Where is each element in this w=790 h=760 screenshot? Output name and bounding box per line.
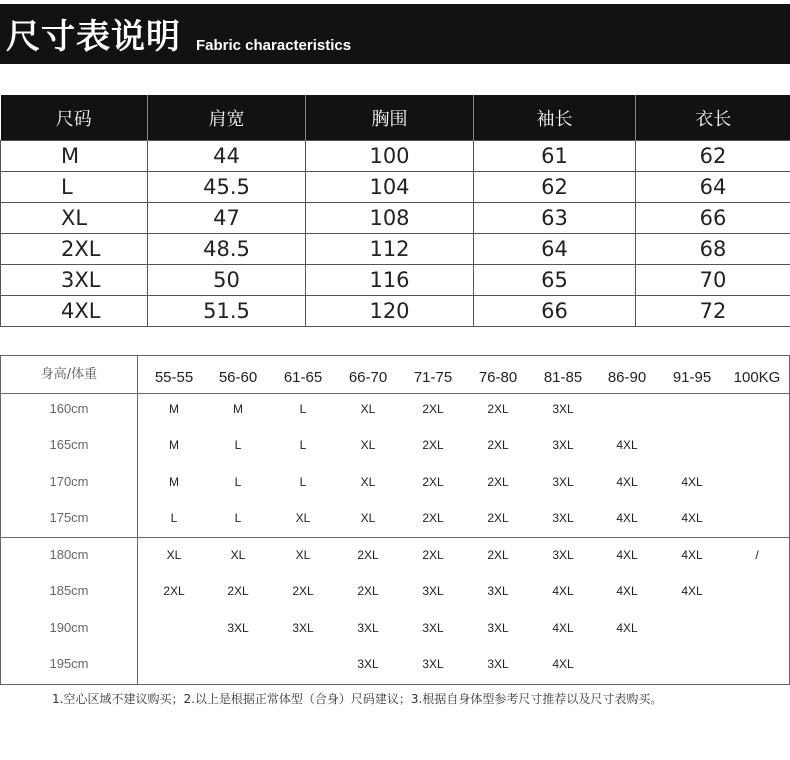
recommended-size-cell: M [169,475,179,489]
height-label: 160cm [49,401,89,416]
measurement-cell: 48.5 [148,234,306,265]
recommended-size-cell: 2XL [487,402,509,416]
page-subtitle: Fabric characteristics [196,37,352,54]
weight-column-header: 71-75 [413,369,453,386]
recommended-size-cell: 2XL [357,548,379,562]
measurement-cell: 61 [474,141,636,172]
recommended-size-cell: 3XL [487,621,509,635]
size-table [0,95,790,327]
recommended-size-cell: 2XL [422,438,444,452]
weight-column-header: 61-65 [283,369,323,386]
height-label: 190cm [49,620,89,635]
measurement-cell: 70 [636,265,790,296]
recommended-size-cell: L [299,475,307,489]
recommended-size-cell: 2XL [487,548,509,562]
recommended-size-cell: XL [295,548,311,562]
recommended-size-cell: 4XL [681,548,703,562]
weight-column-header: 91-95 [672,369,712,386]
height-row [1,573,789,609]
recommended-size-cell: M [169,438,179,452]
recommended-size-cell: 2XL [422,548,444,562]
size-table-header [1,95,790,141]
recommended-size-cell: 4XL [616,584,638,598]
recommended-size-cell: 3XL [422,657,444,671]
size-label: 4XL [1,296,148,327]
size-row [1,172,790,203]
size-row [1,234,790,265]
recommended-size-cell: 4XL [552,584,574,598]
recommended-size-cell: 3XL [552,402,574,416]
recommended-size-cell: 4XL [616,548,638,562]
size-label: L [1,172,148,203]
size-label: 2XL [1,234,148,265]
measurement-cell: 63 [474,203,636,234]
recommended-size-cell: L [170,511,178,525]
recommended-size-cell: 2XL [487,438,509,452]
measurement-cell: 64 [636,172,790,203]
recommended-size-cell: 4XL [616,621,638,635]
recommended-size-cell: XL [166,548,182,562]
recommended-size-cell: 2XL [487,475,509,489]
recommended-size-cell: 3XL [292,621,314,635]
height-label: 170cm [49,474,89,489]
recommended-size-cell: 3XL [422,621,444,635]
recommended-size-cell: 2XL [422,475,444,489]
recommended-size-cell: 3XL [552,511,574,525]
recommended-size-cell: 3XL [357,657,379,671]
recommended-size-cell: L [299,402,307,416]
recommended-size-cell: 2XL [163,584,185,598]
measurement-cell: 116 [306,265,474,296]
recommended-size-cell: 4XL [616,475,638,489]
recommended-size-cell: M [233,402,243,416]
header-bar [0,4,790,64]
recommended-size-cell: XL [360,438,376,452]
recommended-size-cell: XL [360,511,376,525]
page-title: 尺寸表说明 [6,17,181,57]
size-row [1,265,790,296]
recommended-size-cell: 4XL [681,511,703,525]
recommended-size-cell: XL [360,402,376,416]
recommended-size-cell: 4XL [681,475,703,489]
recommended-size-cell: 3XL [422,584,444,598]
recommended-size-cell: 4XL [681,584,703,598]
measurement-cell: 62 [636,141,790,172]
column-header-shoulder: 肩宽 [148,95,306,141]
recommended-size-cell: L [234,475,242,489]
weight-column-header: 76-80 [478,369,518,386]
recommended-size-cell: L [234,511,242,525]
recommended-size-cell: 3XL [357,621,379,635]
recommended-size-cell: 4XL [552,657,574,671]
column-header-chest: 胸围 [306,95,474,141]
measurement-cell: 45.5 [148,172,306,203]
recommended-size-cell: / [755,548,759,562]
recommendation-header [1,356,789,394]
height-label: 180cm [49,547,89,562]
measurement-cell: 66 [636,203,790,234]
recommended-size-cell: L [234,438,242,452]
recommended-size-cell: 3XL [227,621,249,635]
weight-column-header: 86-90 [607,369,647,386]
recommended-size-cell: 2XL [357,584,379,598]
recommended-size-cell: 4XL [616,438,638,452]
recommended-size-cell: 2XL [422,402,444,416]
recommended-size-cell: 2XL [487,511,509,525]
measurement-cell: 120 [306,296,474,327]
weight-column-header: 66-70 [348,369,388,386]
footnote: 1.空心区域不建议购买；2.以上是根据正常体型（合身）尺码建议；3.根据自身体型参考尺寸推荐以及尺寸表购买。 [52,692,663,706]
measurement-cell: 72 [636,296,790,327]
size-label: M [1,141,148,172]
weight-column-header: 81-85 [543,369,583,386]
height-row [1,610,789,646]
recommended-size-cell: XL [360,475,376,489]
height-row [1,464,789,500]
column-header-sleeve: 袖长 [474,95,636,141]
weight-column-header: 56-60 [218,369,258,386]
recommended-size-cell: XL [230,548,246,562]
height-label: 195cm [49,656,89,671]
recommended-size-cell: 3XL [487,584,509,598]
recommendation-table [0,355,790,685]
measurement-cell: 66 [474,296,636,327]
measurement-cell: 44 [148,141,306,172]
recommended-size-cell: XL [295,511,311,525]
measurement-cell: 51.5 [148,296,306,327]
height-row [1,427,789,463]
size-row [1,141,790,172]
recommended-size-cell: 3XL [552,548,574,562]
measurement-cell: 50 [148,265,306,296]
size-label: 3XL [1,265,148,296]
measurement-cell: 112 [306,234,474,265]
height-row [1,646,789,682]
measurement-cell: 68 [636,234,790,265]
height-label: 185cm [49,583,89,598]
recommended-size-cell: 2XL [422,511,444,525]
measurement-cell: 100 [306,141,474,172]
height-row [1,537,789,573]
measurement-cell: 62 [474,172,636,203]
height-weight-label: 身高/体重 [1,356,138,393]
measurement-cell: 108 [306,203,474,234]
recommended-size-cell: M [169,402,179,416]
height-label: 175cm [49,510,89,525]
weight-column-header: 100KG [733,369,781,386]
recommended-size-cell: 2XL [227,584,249,598]
measurement-cell: 47 [148,203,306,234]
measurement-cell: 65 [474,265,636,296]
column-header-size: 尺码 [1,95,148,141]
measurement-cell: 104 [306,172,474,203]
size-label: XL [1,203,148,234]
size-row [1,296,790,327]
height-label: 165cm [49,437,89,452]
measurement-cell: 64 [474,234,636,265]
size-row [1,203,790,234]
recommended-size-cell: 3XL [552,438,574,452]
weight-column-header: 55-55 [154,369,194,386]
recommended-size-cell: L [299,438,307,452]
recommended-size-cell: 4XL [616,511,638,525]
height-row [1,500,789,536]
recommended-size-cell: 3XL [552,475,574,489]
recommended-size-cell: 4XL [552,621,574,635]
recommended-size-cell: 2XL [292,584,314,598]
height-row [1,391,789,427]
column-header-length: 衣长 [636,95,790,141]
recommended-size-cell: 3XL [487,657,509,671]
